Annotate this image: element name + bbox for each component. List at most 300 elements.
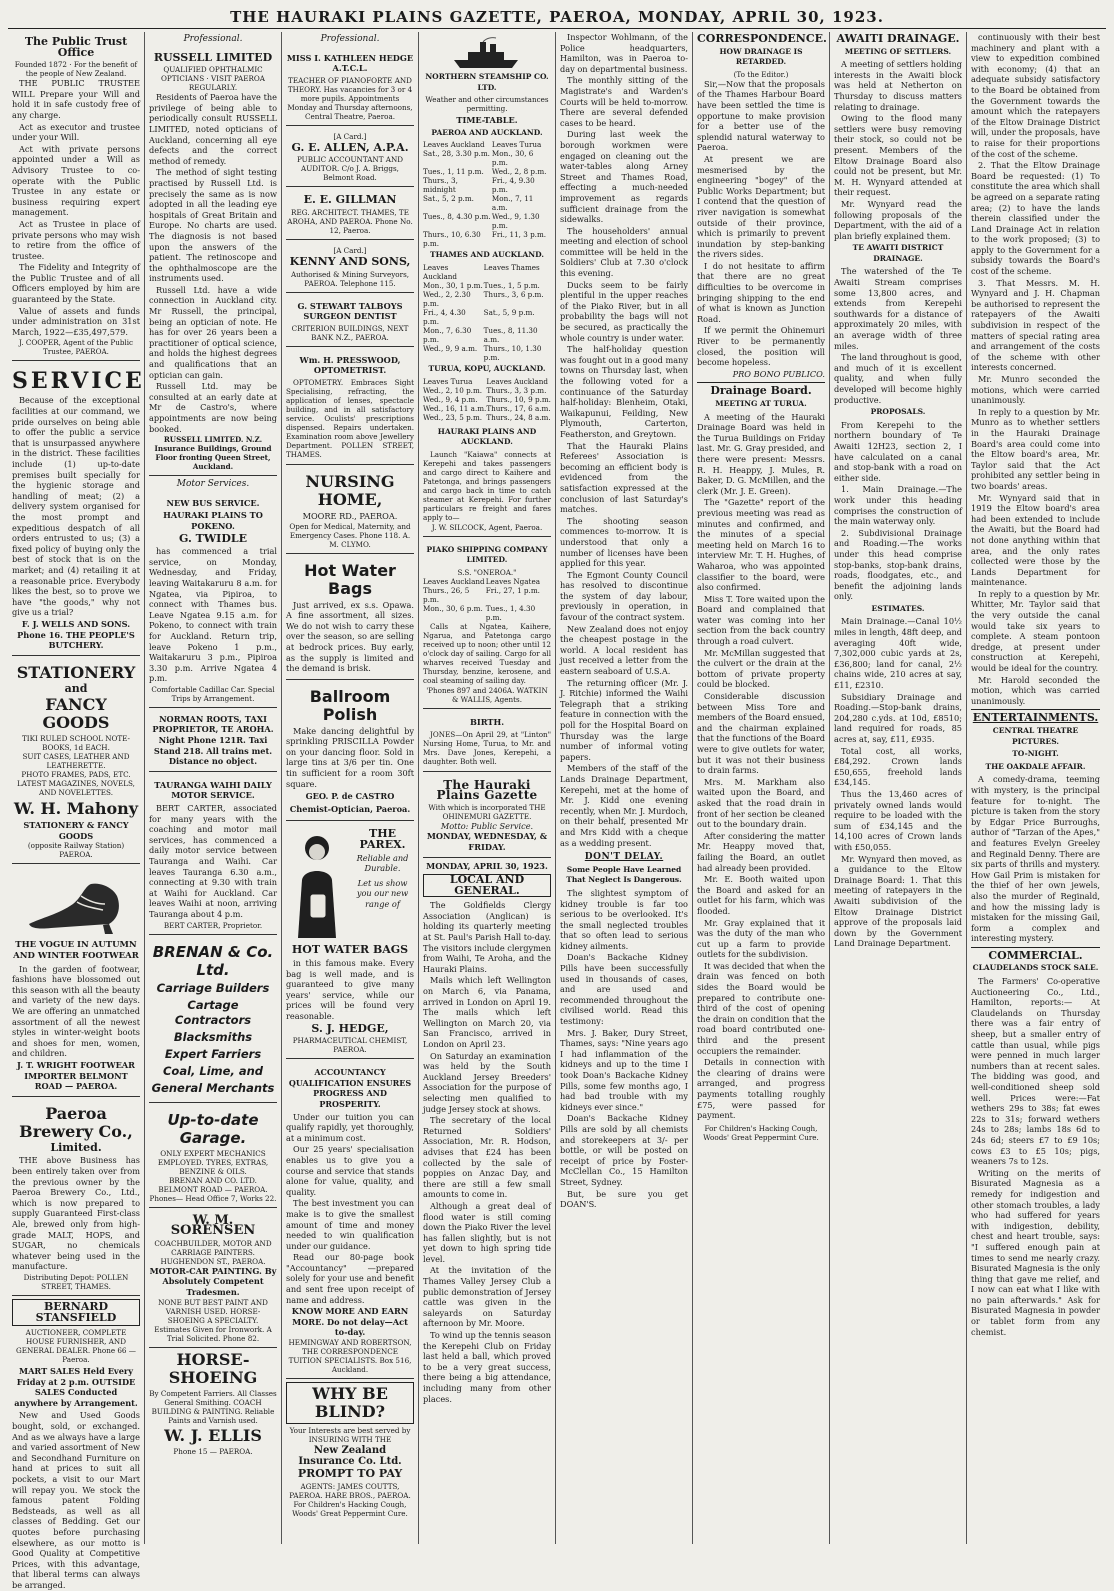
tk-timetable — [423, 377, 551, 422]
corr-para: I do not hesitate to affirm that there are no great difficulties to be overcome in bringing shipping to the end of what is known as Junction Road. — [697, 260, 825, 324]
gazette-motto: Motto: Public Service. — [440, 820, 534, 831]
corr-title: CORRESPONDENCE. — [697, 32, 827, 45]
estimates-title: ESTIMATES. — [871, 603, 925, 613]
brewery-ad — [12, 1100, 140, 1296]
acc-para: The best investment you can make is to give the smallest amount of time and money needed to win qualification under our guidance. — [286, 1198, 414, 1251]
stationery-item: LATEST MAGAZINES, NOVELS, AND NOVELETTES. — [17, 779, 135, 798]
local-para: Ducks seem to be fairly plentiful in the upper reaches of the Piako River, but in all probability the bags will not be secured, as practically the whole country is under water. — [560, 279, 688, 343]
castro-title: GEO. P. de CASTRO — [305, 791, 395, 802]
mahony-location: (opposite Railway Station) PAEROA. — [27, 841, 125, 860]
accountancy-ad — [286, 1062, 414, 1379]
birth-notice — [423, 712, 551, 772]
trust-subtitle: Founded 1872 · For the benefit of the people of New Zealand. — [14, 60, 138, 79]
gillman-ad — [286, 190, 414, 240]
comm-sub: CLAUDELANDS STOCK SALE. — [972, 963, 1099, 973]
brewery-ltd: Limited. — [50, 1140, 102, 1154]
brenan-line: Coal, Lime, and — [162, 1063, 264, 1078]
cont-para: continuously with their best machinery and plant with a view to expedition combined with economy; (4) that an adequate subsidy satisfactory to the Board be obtained from the Government towards the amount which the ratepayers of the Eltow Drainage District will, under the proposals, have to raise for their proportions of the cost of the scheme. — [971, 32, 1100, 159]
nursing-title: NURSING HOME, — [305, 471, 395, 509]
ent-sub: CENTRAL THEATRE PICTURES. — [992, 726, 1079, 746]
corr-sub: HOW DRAINAGE IS RETARDED. — [719, 46, 803, 67]
gazette-banner — [423, 775, 551, 858]
brenan-ad — [149, 938, 277, 1103]
column-8 — [967, 32, 1104, 1544]
blind-nz: New Zealand Insurance Co. Ltd. — [298, 1445, 402, 1467]
ellis-name: W. J. ELLIS — [164, 1425, 262, 1445]
russell-ad — [149, 48, 277, 477]
drain-para: It was decided that when the drain was fenced on both sides the Board would be prepared to contribute one-third of the cost of opening the drain on condition that the road board contributed one-third and the present occupiers the remainder. — [697, 960, 825, 1056]
tk-cell: Thurs., 17, 6 a.m. — [486, 403, 551, 413]
column-4 — [419, 32, 556, 1544]
section-motor: Motor Services. — [176, 479, 250, 490]
drain-para: Mrs. M. Markham also waited upon the Board, and asked that the road drain in front of her section be cleaned out to the boundary drain. — [697, 776, 825, 830]
trust-para: Act as executor and trustee under your Will. — [12, 121, 140, 143]
blind-sub: Your Interests are best served by INSURING WITH THE — [289, 1426, 411, 1445]
gazette-sub: With which is incorporated THE OHINEMURI GAZETTE. — [428, 802, 546, 821]
horseshoe-ad — [149, 1351, 277, 1456]
pa-cell: Wed., 9, 1.30 p.m. — [491, 212, 540, 231]
drain-para: Mr. Gray explained that it was the duty of the man who cut up a farm to provide outlets for the subdivision. — [697, 917, 825, 960]
proposals-para: From Kerepehi to the northern boundary of Te Awaiti 12H23, section 2, I have calculated on a canal and stop-bank with a road on either side. — [834, 419, 962, 483]
tk-cell: Thurs., 3, 3 p.m. — [486, 385, 547, 395]
estimates-para: Total cost, all works, £84,292. Crown lands £50,655, freehold lands £34,145. — [834, 745, 962, 788]
stansfield-sub: AUCTIONEER, COMPLETE HOUSE FURNISHER, AND GENERAL DEALER. Phone 66 — Paeroa. — [16, 1328, 136, 1365]
tk-cell: Wed., 16, 11 a.m. — [423, 403, 487, 413]
tauranga-footer: BERT CARTER, Proprietor. — [163, 920, 263, 930]
stationery-title-2: FANCY GOODS — [42, 695, 110, 733]
ta-head: Leaves Auckland — [423, 262, 458, 281]
blind-pay: PROMPT TO PAY — [297, 1467, 403, 1481]
table-row — [423, 149, 551, 167]
drain-para: The "Gazette" report of the previous meeting was read as minutes and confirmed, and the minutes of a special meeting held on March 16 to interview Mr. T. H. Hughes, of Waharoa, who was appointed classifier to the board, were also confirmed. — [697, 497, 825, 593]
allen-title: G. E. ALLEN, A.P.A. — [291, 140, 409, 154]
horseshoe-title: HORSE-SHOEING — [168, 1349, 258, 1387]
talboys-title: G. STEWART TALBOYS SURGEON DENTIST — [297, 300, 403, 322]
woman-illustration-icon — [286, 830, 348, 940]
birth-body: JONES—On April 29, at "Linton" Nursing Home, Turua, to Mr. and Mrs. Dave Jones, Kerepehi, a daughter. Both well. — [423, 729, 551, 766]
delay-para: But, be sure you get DOAN'S. — [560, 1188, 688, 1210]
table-row — [423, 230, 551, 248]
drain-sub: MEETING AT TURUA. — [715, 399, 807, 408]
drain-para: Details in connection with the clearing of drains were arranged, and progress payments totalling roughly £75, were passed for payment. — [697, 1057, 825, 1121]
blind-agents: AGENTS: JAMES COUTTS, PAEROA. HARE BROS., PAEROA. — [289, 1481, 411, 1500]
district-para: The watershed of the Te Awaiti Stream comprises some 13,800 acres, and extends from Kerepehi southwards for a distance of approximately 20 miles, with an average width of three miles. — [834, 266, 962, 351]
allen-body: PUBLIC ACCOUNTANT AND AUDITOR. C/o J. A. Briggs, Belmont Road. — [296, 155, 404, 183]
ta-cell: Thurs., 10, 1.30 p.m. — [483, 343, 542, 362]
pa-head: Leaves Auckland — [423, 140, 485, 150]
ent-tonight: TO-NIGHT. — [1012, 749, 1059, 759]
blind-foot: For Children's Hacking Cough, Woods' Great Peppermint Cure. — [292, 1499, 408, 1518]
table-row — [423, 194, 551, 212]
cont-para: Mr. Wynyard said that in 1919 the Eltow board's area had been extended to include the Awaiti, but the Board had not done anything within that area, and the only rates collected were those by the Lands Department for maintenance. — [971, 492, 1100, 588]
mart-sales: MART SALES Held Every Friday at 2 p.m. OUTSIDE SALES Conducted anywhere by Arrangement. — [14, 1366, 138, 1408]
hp-body: Launch "Kaiawa" connects at Kerepehi and takes passengers and cargo direct to Kaihere and Patetonga, and brings passengers and cargo back in time to catch steamer at Kerepehi. For further particulars re freight and fares apply to— — [423, 449, 551, 522]
hotwater-title: Hot Water Bags — [304, 560, 396, 598]
local-para: Members of the staff of the Lands Drainage Department, Kerepehi, met at the home of Mr. J. Kidd one evening recently, when Mr. J. Murdoch, on their behalf, presented Mr and Mrs Kidd with a cheque as a wedding present. — [560, 763, 688, 848]
brenan-line: Expert Farriers — [164, 1046, 262, 1061]
table-row — [423, 212, 551, 230]
parex-side-text: Let us show you our new range of — [356, 877, 409, 909]
local-para: The secretary of the local Returned Soldiers' Association, Mr. R. Hodson, advises that £24 has been collected by the sale of poppies on Anzac Day, and there are still a few small amounts to come in. — [423, 1115, 551, 1200]
russell-para: Residents of Paeroa have the privilege of being able to periodically consult RUSSELL LIMITED, noted opticians of Auckland, concerning all eye defects and the correct method of remedy. — [149, 92, 277, 166]
corr-para: At present we are mesmerised by the engineering "bogey" of the Public Works Department; but I contend that the question of river navigation is somewhat outside of their province, which is primarily to prevent inundation by step-banking the rivers sides. — [697, 153, 825, 260]
brenan-line: General Merchants — [151, 1080, 275, 1095]
footwear-ad — [12, 867, 140, 1096]
steamship-icon — [452, 36, 522, 70]
local-para: The half-holiday question was fought out in a good many towns on Thursday last, when the following voted for a continuance of the Saturday half-holiday: Blenheim, Otaki, Waikapunui, Feilding, New Plymouth, Carterton, Featherston, and Greytown. — [560, 344, 688, 439]
parex-side — [351, 827, 414, 943]
piako-head: Leaves Ngatea — [485, 576, 540, 586]
delay-title: DON'T DELAY. — [584, 852, 664, 863]
stansfield-title: BERNARD STANSFIELD — [12, 1299, 140, 1326]
ent-title: ENTERTAINMENTS. — [972, 711, 1099, 725]
tk-cell: Thurs., 24, 8 a.m. — [486, 412, 551, 422]
column-2 — [145, 32, 282, 1544]
hedge2-title: S. J. HEDGE, — [311, 1021, 389, 1035]
awaiti-para: A meeting of settlers holding interests in the Awaiti block was held at Netherton on Thursday to discuss matters relating to drainage. — [834, 59, 962, 112]
tk-title: TURUA, KOPU, AUCKLAND. — [428, 363, 546, 373]
ta-cell: Sat., 5, 9 p.m. — [483, 307, 535, 317]
service-body: Because of the exceptional facilities at our command, we pride ourselves on being able to offer the public a service that is unsurpassed anywhere in the district. These facilities include (1) up-to-date premises built specially for the hygienic storage and handling of meat; (2) a delivery system organised for the most prompt and expeditious despatch of all orders entrusted to us; (3) a fixed policy of buying only the best of stock that is on the market; and (4) retailing it at a reasonable price. Everybody likes the best, so to prove we have "the goods," why not give us a trial? — [12, 395, 140, 618]
pa-cell: Thurs., 10, 6.30 p.m. — [423, 230, 481, 249]
delay-para: Doan's Backache Kidney Pills are sold by all chemists and storekeepers at 3/- per bottle, or will be posted on receipt of price by Foster-McClellan Co., 15 Hamilton Street, Sydney. — [560, 1113, 688, 1187]
nursing-ad — [286, 468, 414, 554]
parex-header — [286, 827, 414, 943]
bus-title: NEW BUS SERVICE. — [166, 497, 260, 508]
pa-cell: Wed., 2, 8 p.m. — [491, 167, 547, 177]
hedge2-sub: PHARMACEUTICAL CHEMIST, PAEROA. — [292, 1036, 408, 1055]
ship-sub: Weather and other circumstances permitting. — [425, 95, 549, 114]
section-professional-2: Professional. — [320, 34, 380, 44]
local-para: New Zealand does not enjoy the cheapest postage in the world. A local resident has just received a letter from the eastern seaboard of U.S.A. — [560, 623, 688, 677]
ent-body: A comedy-drama, teeming with mystery, is the principal feature for to-night. The picture is taken from the story by Edgar Price Burroughs, author of "Tarzan of the Apes," and features Evelyn Greeley and Reginald Denny. There are six parts of thrills and mystery. How Gail Prim is mistaken for the thief of her own jewels, also the murder of Reginald, and how the missing lady is mistaken for the missing Gail, form a complex and interesting mystery. — [971, 774, 1100, 944]
proposals-title: PROPOSALS. — [870, 407, 926, 417]
ta-cell: Tues., 1, 5 p.m. — [483, 280, 540, 290]
hedge-ad — [286, 48, 414, 126]
drain-para: After considering the matter Mr. Heappy moved that, failing the Board, an outlet had already been provided. — [697, 830, 825, 873]
birth-title: BIRTH. — [469, 716, 505, 727]
bus-body: has commenced a trial service, on Monday, Wednesday, and Friday, leaving Waitakaruru 8 a.m. for Ngatea, via Pipiroa, to connect with Thames bus. Leave Ngatea 9.15 a.m. for Pokeno, to connect with train for Auckland. Return trip, leave Pokeno 1 p.m., Waitakaruru 3 p.m., Pipiroa 3.30 p.m. Arrive Ngatea 4 p.m. — [149, 546, 277, 684]
trust-para: THE PUBLIC TRUSTEE WILL Prepare your Will and hold it in safe custody free of any charge. — [12, 78, 140, 120]
brenan-line: Cartage Contractors — [174, 997, 252, 1027]
piako-cell: Fri., 27, 1 p.m. — [485, 585, 540, 595]
tauranga-ad — [149, 775, 277, 935]
piako-title: PIAKO SHIPPING COMPANY LIMITED. — [426, 544, 548, 565]
cont-para: Mr. Munro seconded the motions, which were carried unanimously. — [971, 374, 1100, 406]
allen-card: [A Card.] — [333, 131, 367, 141]
pa-cell: Sat., 5, 2 p.m. — [423, 194, 474, 204]
local-para: The monthly sitting of the Magistrate's and Warden's Courts will be held to-morrow. There are several defended cases to be heard. — [560, 75, 688, 128]
delay-sub: Some People Have Learned That Neglect Is Dangerous. — [566, 864, 682, 885]
parex-hwb: HOT WATER BAGS — [291, 943, 409, 957]
stationery-ad — [12, 659, 140, 865]
gazette-date: MONDAY, APRIL 30, 1923. — [426, 860, 548, 871]
column-1 — [8, 32, 145, 1590]
masthead-rule — [8, 28, 1106, 29]
ship-title: NORTHERN STEAMSHIP CO. LTD. — [425, 72, 549, 92]
pa-cell: Mon., 30, 6 p.m. — [491, 149, 534, 168]
gillman-title: E. E. GILLMAN — [303, 193, 397, 207]
bus-sub: HAURAKI PLAINS TO POKENO. — [163, 510, 263, 531]
piako-timetable — [423, 577, 551, 622]
blind-ad — [286, 1382, 414, 1518]
local-para: At the invitation of the Thames Valley Jersey Club a public demonstration of Jersey cattle was given in the saleyards on Saturday afternoon by Mr. Moore. — [423, 1265, 551, 1329]
pa-cell: Tues., 1, 11 p.m. — [423, 167, 484, 177]
norman-roots: NORMAN ROOTS, TAXI PROPRIETOR, TE AROHA. Night Phone 121R. Taxi Stand 218. All trains met. Distance no object. — [152, 713, 274, 767]
acc-para: Read our 80-page book "Accountancy" —prepared solely for your use and benefit and sent free upon receipt of name and address. — [286, 1252, 414, 1305]
motorcar-painting: MOTOR-CAR PAINTING. By Absolutely Competent Tradesmen. — [149, 1265, 277, 1297]
ta-timetable — [423, 263, 551, 362]
divider — [697, 382, 825, 383]
pa-timetable — [423, 140, 551, 248]
brewery-depot: Distributing Depot: POLLEN STREET, THAMES. — [23, 1272, 129, 1291]
ta-cell: Tues., 8, 11.30 a.m. — [483, 325, 538, 344]
cont-para: 2. That the Eltow Drainage Board be requested: (1) To constitute the area which shall be agreed on a separate rating area; (2) to have the lands therein classified under the Land Drainage Act in relation to the work proposed; (3) to apply to the Government for a subsidy towards the Board's cost of the scheme. — [971, 160, 1100, 277]
parex-title: THE PAREX. — [359, 827, 406, 852]
ta-cell: Wed., 9, 9 a.m. — [423, 343, 478, 353]
local-intro: Inspector Wohlmann, of the Police headquarters, Hamilton, was in Paeroa to-day on departmental business. — [560, 32, 688, 74]
russell-para: Russell Ltd. may be consulted at an early date at Mr de Castro's, where appointments are now being booked. — [149, 381, 277, 434]
drain-para: Mr. E. Booth waited upon the Board and asked for an outlet for his farm, which was flooded. — [697, 874, 825, 916]
local-para: Although a great deal of flood water is still coming down the Piako River the level has fallen slightly, but is not yet down to high spring tide level. — [423, 1200, 551, 1264]
norman-ad — [149, 711, 277, 772]
table-row — [423, 395, 551, 404]
drain-para: Considerable discussion between Miss Tore and members of the Board ensued, and the chairman explained that the functions of the Board were to give outlets for water, but it was not their business to drain farms. — [697, 691, 825, 776]
columns — [8, 32, 1106, 1590]
stationery-item: SUIT CASES, LEATHER AND LEATHERETTE. — [22, 752, 130, 771]
column-5 — [556, 32, 693, 1544]
butchery-name: F. J. WELLS AND SONS. Phone 16. THE PEOPLE'S BUTCHERY. — [17, 618, 135, 651]
table-row — [423, 344, 551, 362]
drain-para: Mr. McMillan suggested that the culvert or the drain at the bottom of private property could be blocked. — [697, 647, 825, 690]
pa-cell: Fri., 11, 3 p.m. — [491, 230, 547, 240]
ellis-phone: Phone 15 — PAEROA. — [173, 1446, 253, 1456]
estimates-para: Mr. Wynyard then moved, as a guidance to the Eltow Drainage Board: 1. That this meeting of ratepayers in the Awaiti subdivision of the Eltow Drainage District approve of the proposals laid down by the Government Land Drainage Department. — [834, 853, 962, 949]
gazette-title: The Hauraki Plains Gazette — [436, 777, 538, 803]
pa-cell: Thurs., 3, midnight — [423, 176, 458, 195]
ta-cell: Thurs., 3, 6 p.m. — [483, 289, 544, 299]
trust-para: Act as Trustee in place of private persons who may wish to retire from the office of trustee. — [12, 218, 140, 261]
local-para: Mails which left Wellington on March 6, via Panama, arrived in London on April 19. The mails which left Wellington on March 20, via San Francisco, arrived in London on April 23. — [423, 975, 551, 1049]
garage-ad — [149, 1106, 277, 1208]
mahony-name: W. H. Mahony — [13, 799, 139, 819]
bus-ad — [149, 493, 277, 708]
stansfield-ad — [12, 1299, 140, 1591]
tk-head: Leaves Auckland — [486, 376, 548, 386]
estimates-para: Subsidiary Drainage and Roading.—Stop-bank drains, 204,280 c.yds. at 10d, £8510; land required for roads, 85 acres at, say, £11, £935. — [834, 691, 962, 744]
acc-title: ACCOUNTANCY QUALIFICATION ENSURES PROGRESS AND PROSPERITY. — [288, 1067, 412, 1109]
nursing-body: Open for Medical, Maternity, and Emergency Cases. Phone 118. A. M. CLYMO. — [289, 521, 411, 549]
acc-para: Our 25 years' specialisation enables us to give you a course and service that stands alone for value, quality, and quality. — [286, 1144, 414, 1197]
pa-cell: Tues., 8, 4.30 p.m. — [423, 212, 491, 222]
drain-title: Drainage Board. — [710, 384, 812, 398]
section-professional: Professional. — [183, 34, 243, 44]
wright-name: J. T. WRIGHT FOOTWEAR IMPORTER BELMONT ROAD — PAEROA. — [17, 1060, 135, 1092]
local-para: The Goldfields Clergy Association (Anglican) is holding its quarterly meeting at St. Paul's Parish Hall to-day. The visitors include clergymen from Waihi, Te Aroha, and the Hauraki Plains. — [423, 900, 551, 974]
horseshoe-body: By Competent Farriers. All Classes General Smithing. COACH BUILDING & PAINTING. Reliable Paints and Varnish used. — [149, 1388, 277, 1425]
table-row — [423, 586, 551, 604]
ta-cell: Mon., 7, 6.30 p.m. — [423, 325, 472, 344]
sorensen-ad — [149, 1211, 277, 1348]
mahony-sub: STATIONERY & FANCY GOODS — [23, 820, 129, 841]
ballroom-ad — [286, 683, 414, 822]
table-row — [423, 326, 551, 344]
table-row — [423, 290, 551, 308]
cadillac-note: Comfortable Cadillac Car. Special Trips by Arrangement. — [151, 684, 275, 703]
column-7 — [830, 32, 967, 1544]
table-row — [423, 167, 551, 176]
pa-cell: Mon., 7, 11 a.m. — [491, 194, 534, 213]
local-para: The householders' annual meeting and election of school committee will be held in the Soldiers' Club at 7.30 o'clock this evening. — [560, 225, 688, 279]
piako-cell: Thurs., 26, 5 p.m. — [423, 585, 470, 604]
castro-sub: Chemist-Optician, Paeroa. — [289, 803, 411, 814]
drain-para: Miss T. Tore waited upon the Board and complained that water was coming into her section from the back country through a road culvert. — [697, 593, 825, 647]
local-para: That the Hauraki Plains Referees' Association is becoming an efficient body is evidenced from the satisfaction expressed at the conclusion of last Saturday's matches. — [560, 440, 688, 515]
column-3 — [282, 32, 419, 1544]
tk-cell: Wed., 2, 10 p.m. — [423, 385, 483, 395]
brenan-line: Blacksmiths — [173, 1029, 253, 1044]
awaiti-para: Owing to the flood many settlers were busy removing their stock, so could not be present. Members of the Eltow Drainage Board also could not be present, but Mr. M. H. Wynyard attended at their request. — [834, 113, 962, 198]
cont-para: Mr. Harold seconded the motion, which was carried unanimously. — [971, 674, 1100, 706]
kenny-title: KENNY AND SONS, — [289, 254, 411, 268]
tauranga-body: BERT CARTER, associated for many years with the coaching and motor mail services, has commenced a daily motor service between Tauranga and Waihi. Car leaves Tauranga 6.30 a.m., connecting at 9.30 with train at Waihi for Auckland. Car leaves Waihi at noon, arriving Tauranga about 4 p.m. — [149, 803, 277, 919]
estimates-para: Main Drainage.—Canal 10½ miles in length, 48ft deep, and averaging 40ft wide, 7,302,000 cubic yards at 2s, £36,800; land for canal, 2½ chains wide, 210 acres at say, £11, £2310. — [834, 616, 962, 691]
ballroom-body: Make dancing delightful by sprinkling PRISCILLA Powder on your dancing floor. Sold in large tins at 3/6 per tin. One tin sufficient for a room 30ft square. — [286, 725, 414, 789]
sorensen-title: W. M. SORENSEN — [170, 1212, 256, 1239]
kenny-body: Authorised & Mining Surveyors, PAEROA. Telephone 115. — [290, 269, 410, 288]
garage-footer: BRENAN AND CO. LTD. BELMONT ROAD — PAEROA. Phones— Head Office 7, Works 22. — [149, 1175, 277, 1203]
hedge-body: TEACHER OF PIANOFORTE AND THEORY. Has vacancies for 3 or 4 more pupils. Appointments Monday and Thursday afternoons, Central Theatre, Paeroa. — [287, 75, 413, 121]
trust-para: Value of assets and funds under administration on 31st March, 1922—£35,497,579. — [12, 305, 140, 337]
hotwater-ad — [286, 557, 414, 680]
blind-title: WHY BE BLIND? — [286, 1382, 414, 1424]
pa-cell: Fri., 4, 9.30 p.m. — [491, 176, 535, 195]
delay-para: Doan's Backache Kidney Pills have been successfully used in thousands of cases, and are used and recommended throughout the civilised world. Read this testimony: — [560, 952, 688, 1027]
table-row — [423, 308, 551, 326]
tk-cell: Wed., 23, 5 p.m. — [423, 412, 483, 422]
hotwater-body: Just arrived, ex s.s. Opawa. A fine assortment, all sizes. We do not wish to carry these over the season, so are selling at bedrock prices. Buy early, as the supply is limited and the demand is brisk. — [286, 599, 414, 674]
kenny-ad — [286, 243, 414, 293]
district-title: TE AWAITI DISTRICT DRAINAGE. — [852, 243, 944, 263]
local-para: The shooting season commences to-morrow. It is understood that only a number of licenses have been applied for this year. — [560, 515, 688, 569]
brenan-title: BRENAN & Co. Ltd. — [152, 942, 274, 979]
service-ad — [12, 364, 145, 655]
russell-title: RUSSELL LIMITED — [153, 50, 273, 64]
piako-ad — [423, 540, 551, 709]
russell-sub: QUALIFIED OPHTHALMIC OPTICIANS · VISIT PAEROA REGULARLY. — [161, 65, 265, 93]
piako-footer: 'Phones 897 and 2406A. WATKIN & WALLIS, Agents. — [426, 685, 548, 704]
presswood-title: Wm. H. PRESSWOOD, OPTOMETRIST. — [299, 354, 401, 376]
stationery-item: PHOTO FRAMES, PADS, ETC. — [21, 770, 131, 780]
local-para: To wind up the tennis season the Kerepehi Club on Friday last held a ball, which proved to be a very great success, there being a big attendance, including many from other places. — [423, 1330, 551, 1404]
divider — [971, 709, 1100, 710]
talboys-ad — [286, 296, 414, 347]
drain-foot: For Children's Hacking Cough, Woods' Great Peppermint Cure. — [703, 1123, 819, 1142]
table-row — [423, 413, 551, 422]
ent-film: THE OAKDALE AFFAIR. — [985, 761, 1086, 771]
trust-para: Act with private persons appointed under a Will as Advisory Trustee to co-operate with the Public Trustee in any estate or business requiring expert management. — [12, 143, 140, 218]
delay-para: The slightest symptom of kidney trouble is far too serious to be overlooked. It's the small neglected troubles that so often lead to serious kidney ailments. — [560, 887, 688, 951]
tauranga-title: TAURANGA WAIHI DAILY MOTOR SERVICE. — [154, 779, 272, 801]
garage-body: ONLY EXPERT MECHANICS EMPLOYED. TYRES, EXTRAS, BENZINE & OILS. — [157, 1148, 269, 1176]
magnesia-body: Writing on the merits of Bisurated Magnesia as a remedy for indigestion and other stomach troubles, a lady who had suffered for years with indigestion, debility, chest and heart trouble, says: "I suffered enough pain at times to send me nearly crazy. Bisurated Magnesia is the only thing that gave me relief, and I now can eat what I like with no pain afterwards." Ask for Bisurated Magnesia in powder or tablet form from any chemist. — [971, 1167, 1100, 1337]
column-6 — [693, 32, 830, 1544]
divider — [971, 947, 1100, 948]
awaiti-sub: MEETING OF SETTLERS. — [844, 46, 952, 56]
pa-cell: Sat., 28, 3.30 p.m. — [423, 149, 490, 159]
shoe-illustration-icon — [21, 874, 131, 936]
timetable-title: TIME-TABLE. — [456, 115, 518, 126]
table-row — [423, 604, 551, 622]
corr-para: Sir,—Now that the proposals of the Thames Harbour Board have been settled the time is opportune to make provision for a better use of the splendid natural waterway to Paeroa. — [697, 78, 825, 153]
hedge-title: MISS I. KATHLEEN HEDGE A.T.C.L. — [286, 52, 414, 74]
varnish-note: NONE BUT BEST PAINT AND VARNISH USED. HORSE-SHOEING A SPECIALTY. — [158, 1297, 268, 1325]
piako-cell: Mon., 30, 6 p.m. — [423, 603, 483, 613]
piako-cell: Tues., 1, 4.30 p.m. — [485, 603, 536, 622]
local-para: On Saturday an examination was held by the South Auckland Jersey Breeders' Association for the purpose of selecting men qualified to judge Jersey stock at shows. — [423, 1050, 551, 1114]
brewery-body: THE above Business has been entirely taken over from the previous owner by the Paeroa Brewery Co., Ltd., which is now prepared to supply Guaranteed First-class Ale, brewed only from high-grade MALT, HOPS, and SUGAR, no chemicals whatever being used in the manufacture. — [12, 1155, 140, 1272]
cont-para: In reply to a question by Mr. Whitter, Mr. Taylor said that the very outside the canal would take six years to complete. A steam pontoon dredge, at present under construction at Kerepehi, would be ideal for the country. — [971, 588, 1100, 674]
trust-agent: J. COOPER, Agent of the Public Trustee, PAEROA. — [18, 338, 134, 357]
local-title: LOCAL AND GENERAL. — [423, 874, 551, 897]
trust-title: The Public Trust Office — [24, 35, 128, 59]
proposals-para: 2. Subdivisional Drainage and Roading.—The works under this head comprise stop-banks, stop-bank drains, roads, floodgates, etc., and benefit the adjoining lands only. — [834, 527, 962, 602]
awaiti-para: Mr. Wynyard read the following proposals of the Department, with the aid of a plan briefly explained them. — [834, 198, 962, 241]
stationery-title: STATIONERY — [16, 662, 136, 682]
acc-more: KNOW MORE AND EARN MORE. Do not delay—Act to-day. — [291, 1306, 409, 1338]
vogue-title: THE VOGUE IN AUTUMN AND WINTER FOOTWEAR — [13, 940, 139, 962]
table-row — [423, 386, 551, 395]
comm-body: The Farmers' Co-operative Auctioneering Co., Ltd., Hamilton, reports:— At Claudelands on Thursday there was a fair entry of sheep, but a smaller entry of cattle than usual, while pigs were penned in much larger numbers than at recent sales. The bidding was good, and well-conditioned sheep sold well. Prices were:—Fat wethers 29s to 38s; fat ewes 22s to 31s; forward wethers 24s to 28s; lambs 18s 6d to 24s 6d; steers £7 to £9 10s; cows £3 to £5 10s; pigs, weaners 7s to 12s. — [971, 976, 1100, 1167]
russell-footer: RUSSELL LIMITED. N.Z. Insurance Buildings, Ground Floor fronting Queen Street, Auckland. — [154, 435, 272, 472]
cont-para: 3. That Messrs. M. H. Wynyard and J. H. Chapman be authorised to represent the ratepayers of the Awaiti subdivision in respect of the matters of special rating area and arrangement of the costs of the scheme with other interests concerned. — [971, 277, 1100, 373]
garage-title: Up-to-date Garage. — [167, 1110, 259, 1147]
table-row — [423, 404, 551, 413]
ta-cell: Fri., 4, 4.30 p.m. — [423, 307, 466, 326]
hp-title: HAURAKI PLAINS AND AUCKLAND. — [437, 426, 537, 447]
russell-para: The method of sight testing practised by Russell Ltd. is precisely the same as is now adopted in all the leading eye hospitals of Great Britain and Europe. No charts are used. The diagnosis is not based upon the answers of the patient. The retinoscope and the ophthalmoscope are the instruments used. — [149, 167, 277, 284]
trust-para: The Fidelity and Integrity of the Public Trustee and of all Officers employed by him are guaranteed by the State. — [12, 262, 140, 305]
gazette-days: MONDAY, WEDNESDAY, & FRIDAY. — [426, 831, 548, 852]
silcock: J. W. SILCOCK, Agent, Paeroa. — [431, 522, 543, 532]
presswood-ad — [286, 350, 414, 465]
estimates-para: Thus the 13,460 acres of privately owned lands would require to be loaded with the sum of £34,145 and the 14,100 acres of Crown lands with £50,055. — [834, 788, 962, 852]
tk-head: Leaves Turua — [423, 376, 473, 386]
stationery-item: TIKI RULED SCHOOL NOTE-BOOKS, 1d EACH. — [22, 734, 130, 753]
comm-title: COMMERCIAL. — [988, 948, 1083, 962]
piako-body: Calls at Ngatea, Kaihere, Ngarua, and Patetonga cargo received up to noon; other until 12 o'clock day of sailing. Cargo for all wharves received Tuesday and Thursday, benzine, kerosene, and coal steaming of sailing day. — [423, 621, 551, 685]
proposals-para: 1. Main Drainage.—The work under this heading comprises the construction of the main waterway only. — [834, 484, 962, 527]
corr-to: (To the Editor.) — [733, 69, 789, 79]
piako-ss: S.S. "ONEROA." — [457, 567, 517, 577]
pa-head: Leaves Turua — [491, 140, 542, 150]
piako-head: Leaves Auckland — [423, 576, 485, 586]
awaiti-title: AWAITI DRAINAGE. — [836, 32, 960, 45]
table-row — [423, 176, 551, 194]
brenan-line: Carriage Builders — [156, 980, 270, 995]
corr-para: If we permit the Ohinemuri River to be permanently closed, the position will become hopeless. — [697, 325, 825, 368]
pa-title: PAEROA AND AUCKLAND. — [431, 127, 543, 137]
vogue-body: In the garden of footwear, fashions have blossomed out this season with all the beauty and variety of the new days. We are offering an unmatched assortment of all the newest styles in winter-weight boots and shoes for men, women, and children. — [12, 963, 140, 1059]
drain-para: A meeting of the Hauraki Drainage Board was held in the Turua Buildings on Friday last. Mr. G. Gray presided, and there were present: Messrs. R. H. Heappy, J. Mules, R. Baker, D. G. McMillen, and the clerk (Mr. J. E. Green). — [697, 411, 825, 496]
twidle-name: G. TWIDLE — [178, 531, 247, 545]
delay-para: Mrs. J. Baker, Dury Street, Thames, says: "Nine years ago I had inflammation of the kidneys and up to the time I took Doan's Backache Kidney Pills, some few months ago, I had bad trouble with my kidneys ever since." — [560, 1027, 688, 1112]
stationery-and: and — [64, 681, 88, 695]
local-para: During last week the borough workmen were engaged on cleaning out the water-tables along Arney Street and Thames Road, effecting a much-needed improvement as regards sufficient drainage from the sidewalks. — [560, 129, 688, 225]
table-row — [423, 281, 551, 290]
hp-ad — [423, 422, 551, 537]
acc-para: Under our tuition you can qualify rapidly, yet thoroughly, at a minimum cost. — [286, 1111, 414, 1143]
